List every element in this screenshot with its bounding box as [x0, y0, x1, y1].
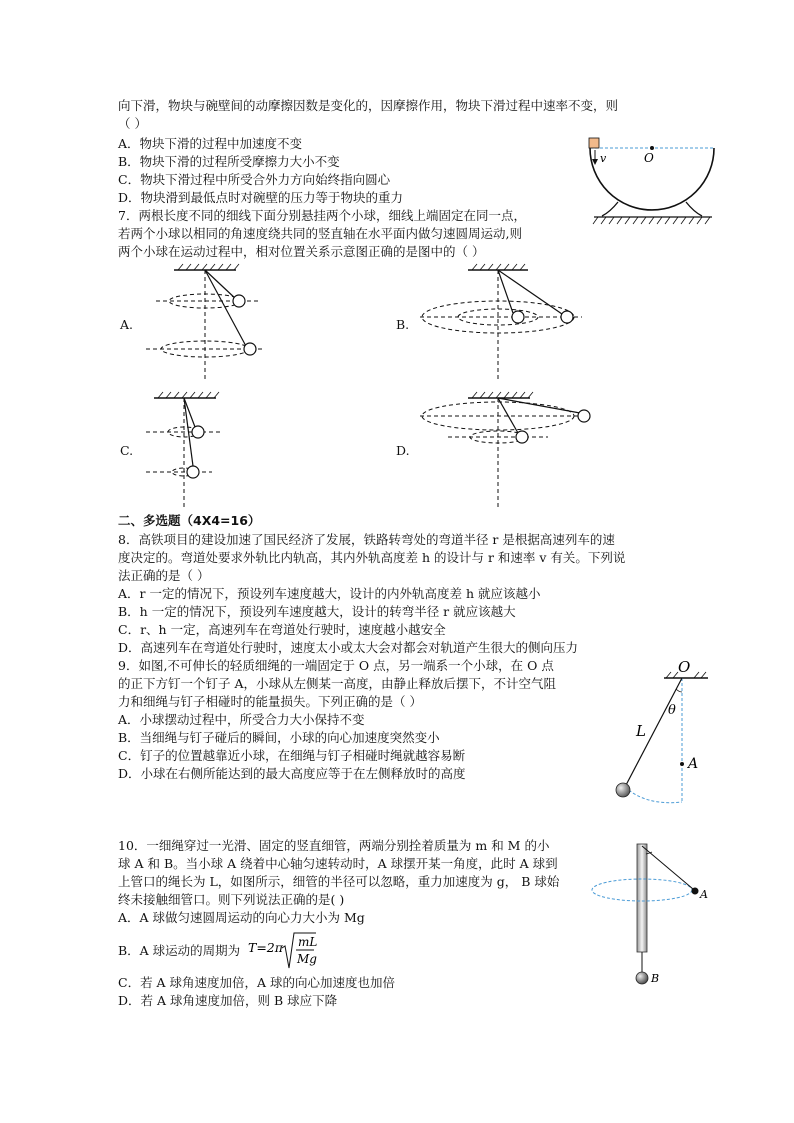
pivot-label: O — [678, 658, 691, 676]
q10-option-b — [118, 942, 240, 960]
q10-stem-line-1: 10．一细绳穿过一光滑、固定的竖直细管，两端分别拴着质量为 m 和 M 的小 — [118, 838, 550, 853]
q7-diagram-c — [140, 390, 260, 510]
angle-label: θ — [668, 703, 676, 718]
q10-stem-line-2: 球 A 和 B。当小球 A 绕着中心轴匀速转动时，A 球摆开某一角度，此时 A 球到 — [118, 856, 558, 871]
q10-option-c: C．若 A 球角速度加倍，A 球的向心加速度也加倍 — [118, 975, 396, 990]
q8-stem-line-3: 法正确的是（ ） — [118, 568, 210, 583]
ball-b — [636, 972, 648, 984]
q8-stem-line-2: 度决定的。弯道处要求外轨比内轨高，其内外轨高度差 h 的设计与 r 和速率 v 有关。下列说 — [118, 550, 626, 565]
q8-option-c: C．r、h 一定，高速列车在弯道处行驶时，速度越小越安全 — [118, 622, 446, 637]
center-label: O — [644, 151, 654, 165]
q9-stem-line-2: 的正下方钉一个钉子 A，小球从左侧某一高度，由静止释放后摆下，不计空气阻 — [118, 676, 557, 691]
q9-option-d: D．小球在右侧所能达到的最大高度应等于在左侧释放时的高度 — [118, 766, 466, 781]
q7-stem-line-1: 7．两根长度不同的细线下面分别悬挂两个小球，细线上端固定在同一点， — [118, 208, 526, 223]
q7-stem-line-2: 若两个小球以相同的角速度绕共同的竖直轴在水平面内做匀速圆周运动,则 — [118, 226, 522, 241]
q10-option-d: D．若 A 球角速度加倍，则 B 球应下降 — [118, 993, 338, 1008]
formula-numerator: mL — [298, 935, 318, 949]
q8-stem-line-1: 8．高铁项目的建设加速了国民经济了发展，铁路转弯处的弯道半径 r 是根据高速列车的速 — [118, 532, 615, 547]
q9-option-a: A．小球摆动过程中，所受合力大小保持不变 — [118, 712, 365, 727]
q7-option-c-label: C. — [120, 443, 134, 458]
q9-option-b: B．当细绳与钉子碰后的瞬间，小球的向心加速度突然变小 — [118, 730, 440, 745]
q9-stem-line-3: 力和细绳与钉子相碰时的能量损失。下列正确的是（ ） — [118, 694, 422, 709]
q6-option-b: B．物块下滑的过程所受摩擦力大小不变 — [118, 154, 340, 169]
ball-b-label: B — [651, 972, 660, 985]
period-formula — [248, 930, 318, 972]
q7-stem-line-3: 两个小球在运动过程中，相对位置关系示意图正确的是图中的（ ） — [118, 244, 485, 259]
formula-denominator: Mg — [297, 952, 317, 966]
q6-option-c: C．物块下滑过程中所受合外力方向始终指向圆心 — [118, 172, 391, 187]
q8-option-a: A．r 一定的情况下，预设列车速度越大，设计的内外轨高度差 h 就应该越小 — [118, 586, 541, 601]
q9-stem-line-1: 9．如图,不可伸长的轻质细绳的一端固定于 O 点，另一端系一个小球，在 O 点 — [118, 658, 554, 673]
q7-diagram-a — [140, 262, 270, 384]
section-heading-multiple-choice: 二、多选题（4X4=16） — [118, 513, 261, 528]
q7-option-b-label: B. — [396, 317, 410, 332]
nail-label: A — [688, 756, 699, 772]
q8-option-d: D．高速列车在弯道处行驶时，速度太小或太大会对都会对轨道产生很大的侧向压力 — [118, 640, 579, 655]
q7-diagram-b — [416, 262, 586, 384]
bowl-figure — [580, 130, 720, 230]
q6-option-a: A．物块下滑的过程中加速度不变 — [118, 136, 303, 151]
q10-stem-line-3: 上管口的绳长为 L，如图所示，细管的半径可以忽略，重力加速度为 g， B 球始 — [118, 874, 560, 889]
q10-stem-line-4: 终未接触细管口。则下列说法正确的是( ) — [118, 892, 345, 907]
q9-option-c: C．钉子的位置越靠近小球，在细绳与钉子相碰时绳就越容易断 — [118, 748, 466, 763]
q7-diagram-d — [416, 390, 586, 510]
block — [589, 138, 599, 148]
q7-option-d-label: D. — [396, 443, 410, 458]
pendulum-ball — [616, 783, 630, 797]
q6-option-d: D．物块滑到最低点时对碗壁的压力等于物块的重力 — [118, 190, 404, 205]
formula-lhs: T=2π — [248, 940, 283, 955]
pendulum-figure — [606, 656, 716, 808]
vertical-tube — [637, 844, 647, 952]
ball-a-label: A — [700, 888, 708, 901]
length-label: L — [636, 722, 646, 740]
q8-option-b: B．h 一定的情况下，预设列车速度越大，设计的转弯半径 r 就应该越大 — [118, 604, 516, 619]
velocity-label: v — [600, 152, 607, 165]
q10-option-b-text: B．A 球运动的周期为 — [118, 943, 241, 958]
q7-option-a-label: A. — [120, 317, 134, 332]
q10-option-a: A．A 球做匀速圆周运动的向心力大小为 Mg — [118, 910, 365, 925]
q6-stem-line: 向下滑，物块与碗壁间的动摩擦因数是变化的，因摩擦作用，物块下滑过程中速率不变，则 — [118, 98, 619, 113]
ball-a — [692, 888, 699, 895]
q6-answer-paren: （ ） — [118, 116, 147, 131]
nail-point — [680, 762, 684, 766]
tube-figure — [590, 836, 720, 992]
center-point — [650, 146, 654, 150]
